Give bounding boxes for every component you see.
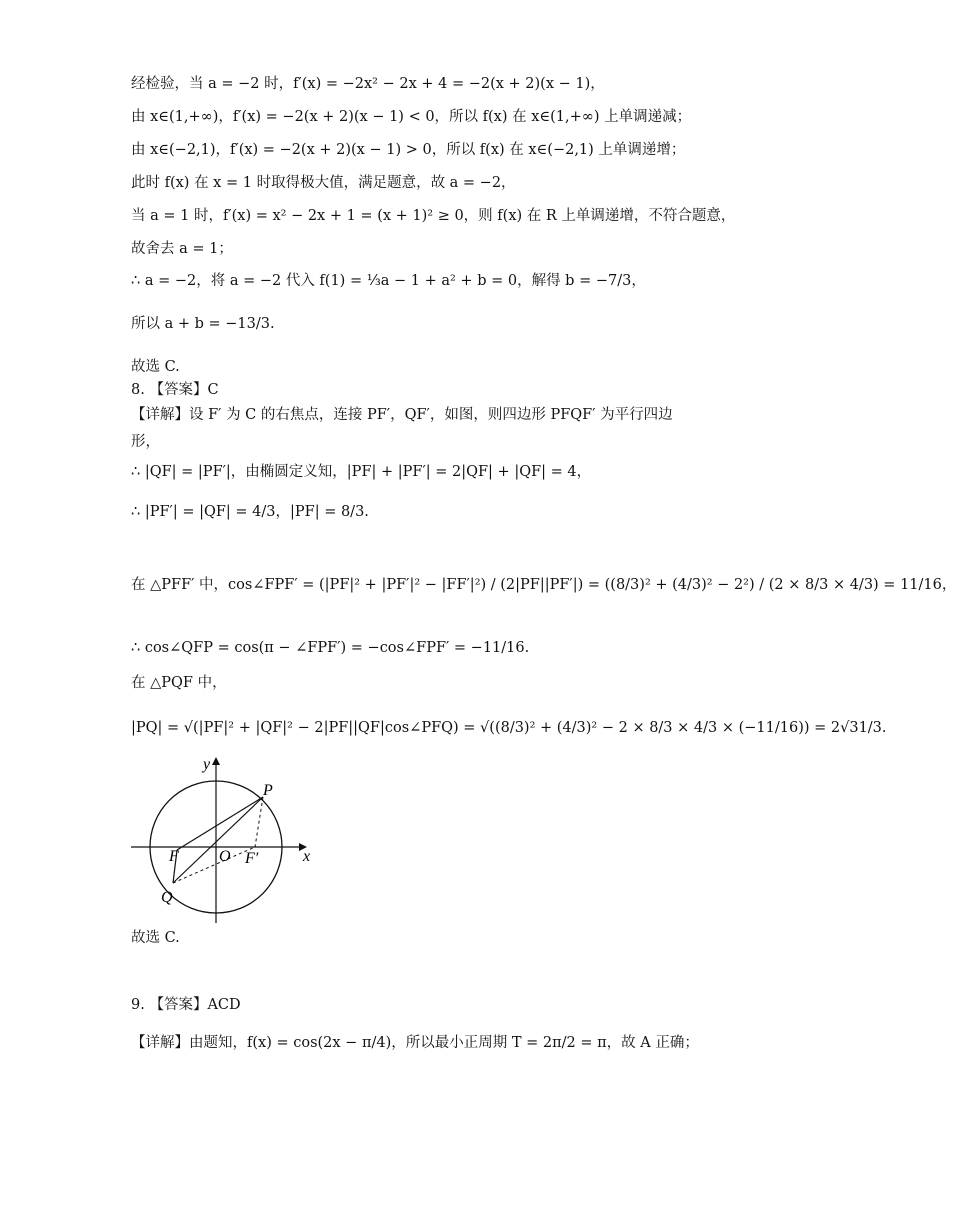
text-line-15: 在 △PFF′ 中，cos∠FPF′ = (|PF|² + |PF′|² − |FF′|²) / (2|PF||PF′|) = ((8/3)² + (4/3)² − 2²) / (2 × 8/3 × 4/3) = 11/16， — [131, 577, 956, 593]
text-line-10: 8. 【答案】C — [131, 382, 219, 398]
point-p-label: P — [263, 782, 273, 799]
x-axis-label: x — [303, 848, 311, 865]
text-line-4: 此时 f(x) 在 x = 1 时取得极大值，满足题意，故 a = −2， — [131, 175, 516, 191]
origin-label: O — [219, 848, 231, 865]
ellipse-figure — [131, 755, 321, 925]
text-line-18: |PQ| = √(|PF|² + |QF|² − 2|PF||QF|cos∠PFQ) = √((8/3)² + (4/3)² − 2 × 8/3 × 4/3 × (−11/16)) = 2√31/3. — [131, 720, 887, 736]
text-line-5: 当 a = 1 时，f′(x) = x² − 2x + 1 = (x + 1)² ≥ 0，则 f(x) 在 R 上单调递增，不符合题意， — [131, 208, 736, 224]
text-line-7: ∴ a = −2，将 a = −2 代入 f(1) = ⅓a − 1 + a² + b = 0，解得 b = −7/3， — [131, 273, 646, 289]
text-line-14: ∴ |PF′| = |QF| = 4/3，|PF| = 8/3. — [131, 504, 369, 520]
text-line-3: 由 x∈(−2,1)，f′(x) = −2(x + 2)(x − 1) > 0，所以 f(x) 在 x∈(−2,1) 上单调递增； — [131, 142, 686, 158]
text-line-9: 故选 C. — [131, 359, 180, 375]
y-axis-arrow — [212, 757, 220, 765]
point-fprime-label: F′ — [245, 850, 259, 867]
text-line-13: ∴ |QF| = |PF′|，由椭圆定义知，|PF| + |PF′| = 2|QF| + |QF| = 4， — [131, 464, 592, 480]
segment-fp — [177, 797, 263, 850]
text-line-16: ∴ cos∠QFP = cos(π − ∠FPF′) = −cos∠FPF′ = −11/16. — [131, 640, 530, 656]
text-line-20: 9. 【答案】ACD — [131, 997, 241, 1013]
text-line-12: 形， — [131, 434, 160, 450]
text-line-2: 由 x∈(1,+∞)，f′(x) = −2(x + 2)(x − 1) < 0，所以 f(x) 在 x∈(1,+∞) 上单调递减； — [131, 109, 692, 125]
point-q-label: Q — [161, 889, 173, 906]
point-f-label: F — [169, 848, 179, 865]
text-line-8: 所以 a + b = −13/3. — [131, 316, 275, 332]
segment-pfprime — [255, 797, 263, 847]
text-line-19: 故选 C. — [131, 930, 180, 946]
text-line-21: 【详解】由题知，f(x) = cos(2x − π/4)，所以最小正周期 T = 2π/2 = π，故 A 正确； — [131, 1035, 699, 1051]
text-line-17: 在 △PQF 中， — [131, 675, 227, 691]
text-line-11: 【详解】设 F′ 为 C 的右焦点，连接 PF′，QF′，如图，则四边形 PFQF′ 为平行四边 — [131, 407, 673, 423]
text-line-6: 故舍去 a = 1； — [131, 241, 233, 257]
text-line-1: 经检验，当 a = −2 时，f′(x) = −2x² − 2x + 4 = −2(x + 2)(x − 1)， — [131, 76, 605, 92]
segment-qfprime — [173, 847, 255, 883]
y-axis-label: y — [203, 756, 211, 773]
segment-qp — [173, 797, 263, 883]
